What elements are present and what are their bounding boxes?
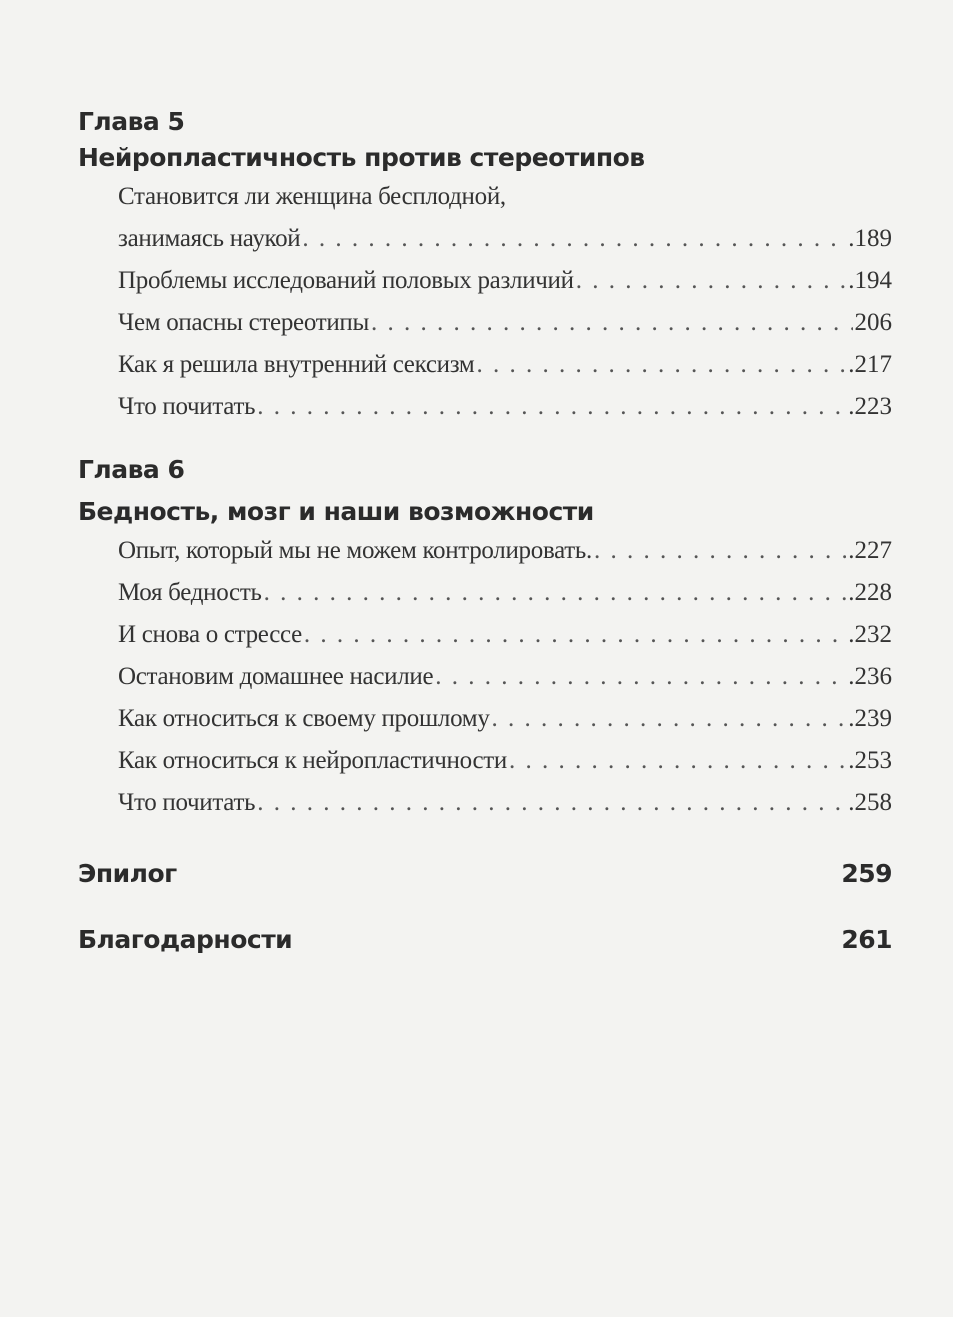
dot-leader [304,614,846,656]
dot-leader [576,260,847,302]
chapter-title: Нейропластичность против стереотипов [78,143,645,172]
toc-entry[interactable] [118,656,892,698]
entry-title: Проблемы исследований половых различий [118,267,574,294]
dot-leader [257,782,846,824]
dot-leader [509,740,846,782]
toc-entry[interactable] [118,260,892,302]
toc-entry-line1 [118,176,892,218]
toc-epilogue[interactable] [78,854,892,894]
entry-title: Моя бедность [118,579,262,606]
chapter-entries [118,176,892,428]
entry-title: Как относиться к нейропластичности [118,747,507,774]
dot-leader [302,218,846,260]
entry-title: Опыт, который мы не можем контролировать. [118,537,592,564]
toc-entry[interactable] [118,740,892,782]
acknowledgements-page: 261 [841,925,892,954]
dot-leader [476,344,846,386]
entry-page: .227 [848,537,892,564]
toc-acknowledgements[interactable] [78,920,892,960]
entry-title: И снова о стрессе [118,621,302,648]
acknowledgements-title: Благодарности [78,925,293,954]
entry-title: Что почитать [118,789,256,816]
toc-entry[interactable] [118,386,892,428]
dot-leader [371,302,853,344]
toc-entry[interactable] [118,344,892,386]
entry-page: .236 [848,663,892,690]
toc-entry[interactable] [118,698,892,740]
chapter-entries [118,530,892,824]
dot-leader [594,530,846,572]
epilogue-page: 259 [841,859,892,888]
entry-title: Становится ли женщина бесплодной, [118,183,506,210]
entry-title: Остановим домашнее насилие [118,663,434,690]
entry-page: .239 [848,705,892,732]
entry-page: 206 [854,309,892,336]
epilogue-title: Эпилог [78,859,177,888]
chapter-label: Глава 6 [78,455,185,484]
entry-page: .189 [848,225,892,252]
entry-page: .217 [848,351,892,378]
chapter-title: Бедность, мозг и наши возможности [78,497,594,526]
entry-page: .258 [848,789,892,816]
entry-page: .194 [848,267,892,294]
chapter-6 [78,452,892,824]
entry-title: Что почитать [118,393,256,420]
dot-leader [435,656,846,698]
dot-leader [257,386,846,428]
toc-entry[interactable] [118,614,892,656]
toc-entry[interactable] [118,572,892,614]
dot-leader [492,698,847,740]
entry-page: .232 [848,621,892,648]
entry-page: .223 [848,393,892,420]
entry-page: .253 [848,747,892,774]
chapter-5 [78,104,892,428]
chapter-label: Глава 5 [78,107,185,136]
entry-title: занимаясь наукой [118,225,301,252]
entry-title: Чем опасны стереотипы [118,309,369,336]
toc-entry[interactable] [118,302,892,344]
entry-title: Как я решила внутренний сексизм [118,351,475,378]
dot-leader [264,572,847,614]
toc-entry[interactable] [118,782,892,824]
toc-entry[interactable] [118,530,892,572]
toc-entry[interactable] [118,218,892,260]
entry-page: .228 [848,579,892,606]
entry-title: Как относиться к своему прошлому [118,705,490,732]
